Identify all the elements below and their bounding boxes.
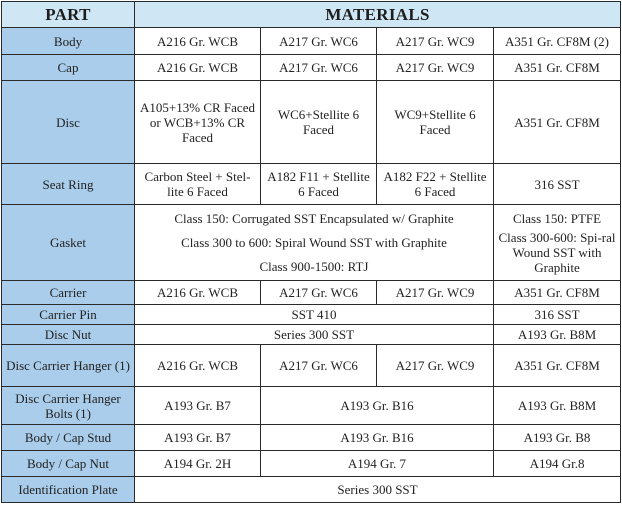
gasket-classes-cell [135,205,494,281]
table-row [2,325,621,345]
table-row [2,305,621,325]
header-row [2,2,621,28]
material-cell: Series 300 SST [135,477,621,503]
table-row [2,387,621,425]
part-cell: Identification Plate [2,477,135,503]
table-row [2,345,621,387]
part-cell: Seat Ring [2,164,135,205]
materials-table [1,1,621,503]
material-cell: A193 Gr. B8 [494,425,621,451]
material-cell: A216 Gr. WCB [135,345,261,387]
part-cell: Gasket [2,205,135,281]
material-cell: A194 Gr.8 [494,451,621,477]
material-cell: A217 Gr. WC6 [261,345,377,387]
part-cell: Body [2,28,135,55]
table-row [2,205,621,281]
material-cell: A194 Gr. 7 [261,451,494,477]
part-cell: Disc Nut [2,325,135,345]
material-cell: A351 Gr. CF8M [494,81,621,164]
material-cell: A217 Gr. WC9 [377,345,494,387]
material-cell: A351 Gr. CF8M [494,55,621,81]
table-row [2,55,621,81]
material-cell: A217 Gr. WC6 [261,28,377,55]
material-cell: A194 Gr. 2H [135,451,261,477]
material-cell: A193 Gr. B8M [494,387,621,425]
material-cell: A217 Gr. WC9 [377,55,494,81]
material-cell: WC9+Stellite 6 Faced [377,81,494,164]
material-cell: A193 Gr. B7 [135,425,261,451]
table-row [2,28,621,55]
material-cell: A182 F11 + Stellite 6 Faced [261,164,377,205]
material-cell: Series 300 SST [135,325,494,345]
part-header: PART [2,2,135,28]
table-row [2,81,621,164]
material-cell: A351 Gr. CF8M [494,345,621,387]
material-cell: 316 SST [494,305,621,325]
part-cell: Disc [2,81,135,164]
material-cell: A193 Gr. B8M [494,325,621,345]
material-cell: A193 Gr. B16 [261,425,494,451]
material-cell: A193 Gr. B16 [261,387,494,425]
material-cell: A217 Gr. WC6 [261,281,377,305]
table-row [2,164,621,205]
material-cell: A216 Gr. WCB [135,281,261,305]
table-row [2,281,621,305]
material-cell: A217 Gr. WC9 [377,28,494,55]
material-cell: A351 Gr. CF8M [494,281,621,305]
part-cell: Body / Cap Nut [2,451,135,477]
material-cell: A216 Gr. WCB [135,28,261,55]
gasket-cf8m-cell [494,205,621,281]
part-cell: Carrier Pin [2,305,135,325]
material-cell: A217 Gr. WC6 [261,55,377,81]
material-cell: A193 Gr. B7 [135,387,261,425]
material-cell: A216 Gr. WCB [135,55,261,81]
gasket-line: Class 300-600: Spi-ral Wound SST with Graphite [498,229,616,275]
material-cell: A351 Gr. CF8M (2) [494,28,621,55]
material-cell: Carbon Steel + Stel-lite 6 Faced [135,164,261,205]
material-cell: A105+13% CR Faced or WCB+13% CR Faced [135,81,261,164]
materials-header: MATERIALS [135,2,621,28]
table-row [2,477,621,503]
part-cell: Carrier [2,281,135,305]
gasket-line: Class 150: PTFE [512,210,602,226]
material-cell: SST 410 [135,305,494,325]
gasket-line: Class 900-1500: RTJ [259,258,369,274]
table-row [2,425,621,451]
material-cell: A182 F22 + Stellite 6 Faced [377,164,494,205]
part-cell: Cap [2,55,135,81]
part-cell: Disc Carrier Hanger Bolts (1) [2,387,135,425]
gasket-line: Class 300 to 600: Spiral Wound SST with Graphite [181,234,447,250]
part-cell: Body / Cap Stud [2,425,135,451]
material-cell: WC6+Stellite 6 Faced [261,81,377,164]
material-cell: 316 SST [494,164,621,205]
part-cell: Disc Carrier Hanger (1) [2,345,135,387]
table-row [2,451,621,477]
material-cell: A217 Gr. WC9 [377,281,494,305]
gasket-line: Class 150: Corrugated SST Encapsulated w/ Graphite [174,210,454,226]
